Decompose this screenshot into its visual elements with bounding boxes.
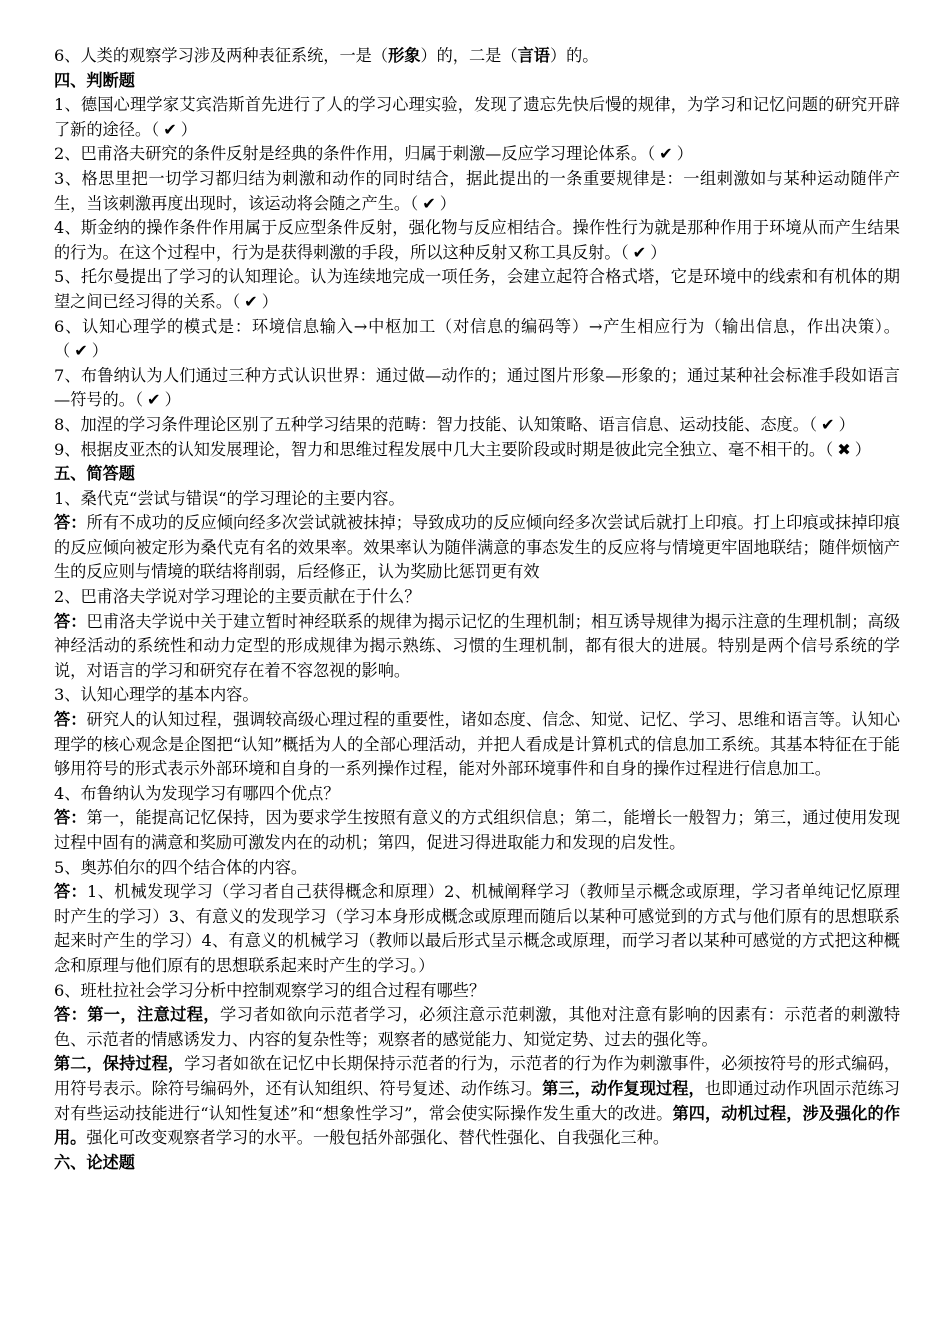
- check-mark-icon: ✔: [659, 144, 673, 164]
- answer: 答：第一，注意过程，学习者如欲向示范者学习，必须注意示范刺激，其他对注意有影响的因素有：示范者的刺激特色、示范者的情感诱发力、内容的复杂性等；观察者的感觉能力、知觉定势、过去的强化等。 第二，保持过程，学习者如欲在记忆中长期保持示范者的行为，示范者的行为作为刺激事件，必须按符号的形式编码，用符号表示。除符号编码外，还有认知组织、符号复述、动作练习。第三，动作复现过程，也即通过动作巩固示范练习对有些运动技能进行“认知性复述”和“想象性学习”，常会使实际操作发生重大的改进。第四，动机过程，涉及强化的作用。强化可改变观察者学习的水平。一般包括外部强化、替代性强化、自我强化三种。: [54, 1005, 901, 1148]
- question: 5、奥苏伯尔的四个结合体的内容。: [54, 857, 308, 877]
- answer: 答：研究人的认知过程，强调较高级心理过程的重要性，诸如态度、信念、知觉、记忆、学习、思维和语言等。认知心理学的核心观念是企图把“认知”概括为人的全部心理活动，并把人看成是计算机式的信息加工系统。其基本特征在于能够用符号的形式表示外部环境和自身的一系列操作过程，能对外部环境事件和自身的操作过程进行信息加工。: [54, 710, 901, 779]
- check-mark-icon: ✔: [163, 119, 177, 139]
- section-heading-short-answer: 五、简答题: [54, 464, 135, 484]
- answer: 答：所有不成功的反应倾向经多次尝试就被抹掉；导致成功的反应倾向经多次尝试后就打上印痕。打上印痕或抹掉印痕的反应倾向被定形为桑代克有名的效果率。效果率认为随伴满意的事态发生的反应将与情境更牢固地联结；随伴烦恼产生的反应则与情境的联结将削弱，后经修正，认为奖励比惩罚更有效: [54, 513, 901, 582]
- cross-mark-icon: ✖: [837, 439, 851, 459]
- question: 6、班杜拉社会学习分析中控制观察学习的组合过程有哪些？: [54, 980, 486, 1000]
- fill-blank-item-6: 6、人类的观察学习涉及两种表征系统，一是（形象）的，二是（言语）的。: [54, 46, 599, 65]
- answer-2: 言语: [517, 46, 550, 65]
- section-heading-judgment: 四、判断题: [54, 70, 135, 90]
- answer-1: 形象: [388, 46, 421, 65]
- answer-label: 答：: [54, 1005, 88, 1025]
- check-mark-icon: ✔: [632, 242, 647, 262]
- answer: 答：1、机械发现学习（学习者自己获得概念和原理）2、机械阐释学习（教师呈示概念或原理，学习者单纯记忆原理时产生的学习）3、有意义的发现学习（学习本身形成概念或原理而随后以某种可感觉到的方式与他们原有的思想联系起来时产生的学习）4、有意义的机械学习（教师以最后形式呈示概念或原理，而学习者以某种可感觉的方式把这种概念和原理与他们原有的思想联系起来时产生的学习。）: [54, 882, 900, 975]
- judgment-item: 2、巴甫洛夫研究的条件反射是经典的条件作用，归属于刺激—反应学习理论体系。（ ✔ ）: [54, 144, 693, 164]
- check-mark-icon: ✔: [244, 291, 258, 311]
- section-heading-essay: 六、论述题: [54, 1152, 135, 1172]
- answer-label: 答：: [54, 513, 87, 533]
- answer-label: 答：: [54, 710, 87, 730]
- question: 2、巴甫洛夫学说对学习理论的主要贡献在于什么？: [54, 587, 421, 607]
- answer: 答：第一，能提高记忆保持，因为要求学生按照有意义的方式组织信息；第二，能增长一般智力；第三，通过使用发现过程中固有的满意和奖励可激发内在的动机；第四，促进习得进取能力和发现的启发性。: [54, 808, 901, 852]
- judgment-item: 6、认知心理学的模式是：环境信息输入→中枢加工（对信息的编码等）→产生相应行为（输出信息，作出决策）。（ ✔ ）: [54, 316, 900, 361]
- judgment-item: 8、加涅的学习条件理论区别了五种学习结果的范畴：智力技能、认知策略、语言信息、运动技能、态度。（ ✔ ）: [54, 414, 855, 434]
- answer-label: 答：: [54, 808, 87, 828]
- check-mark-icon: ✔: [147, 390, 161, 410]
- answer-label: 答：: [54, 611, 87, 631]
- check-mark-icon: ✔: [422, 193, 436, 213]
- check-mark-icon: ✔: [821, 414, 835, 434]
- judgment-item: 4、斯金纳的操作条件作用属于反应型条件反射，强化物与反应相结合。操作性行为就是那种作用于环境从而产生结果的行为。在这个过程中，行为是获得刺激的手段，所以这种反射又称工具反射。（ ✔ ）: [54, 218, 900, 262]
- judgment-item: 3、格思里把一切学习都归结为刺激和动作的同时结合，据此提出的一条重要规律是：一组刺激如与某种运动随伴产生，当该刺激再度出现时，该运动将会随之产生。（ ✔ ）: [54, 168, 900, 213]
- judgment-item: 1、德国心理学家艾宾浩斯首先进行了人的学习心理实验，发现了遗忘先快后慢的规律，为学习和记忆问题的研究开辟了新的途径。（ ✔ ）: [54, 95, 900, 139]
- question: 3、认知心理学的基本内容。: [54, 685, 259, 705]
- check-mark-icon: ✔: [74, 341, 88, 361]
- judgment-item: 9、根据皮亚杰的认知发展理论，智力和思维过程发展中几大主要阶段或时期是彼此完全独立、毫不相干的。（ ✖ ）: [54, 439, 871, 459]
- question: 1、桑代克“尝试与错误“的学习理论的主要内容。: [54, 488, 405, 508]
- answer: 答：巴甫洛夫学说中关于建立暂时神经联系的规律为揭示记忆的生理机制；相互诱导规律为揭示注意的生理机制；高级神经活动的系统性和动力定型的形成规律为揭示熟练、习惯的生理机制，都有很大的进展。特别是两个信号系统的学说，对语言的学习和研究存在着不容忽视的影响。: [54, 611, 901, 680]
- judgment-item: 7、布鲁纳认为人们通过三种方式认识世界：通过做—动作的；通过图片形象—形象的；通过某种社会标准手段如语言—符号的。（ ✔ ）: [54, 365, 900, 410]
- question: 4、布鲁纳认为发现学习有哪四个优点？: [54, 783, 340, 803]
- judgment-item: 5、托尔曼提出了学习的认知理论。认为连续地完成一项任务，会建立起符合格式塔，它是环境中的线索和有机体的期望之间已经习得的关系。（ ✔ ）: [54, 267, 900, 311]
- answer-label: 答：: [54, 882, 88, 902]
